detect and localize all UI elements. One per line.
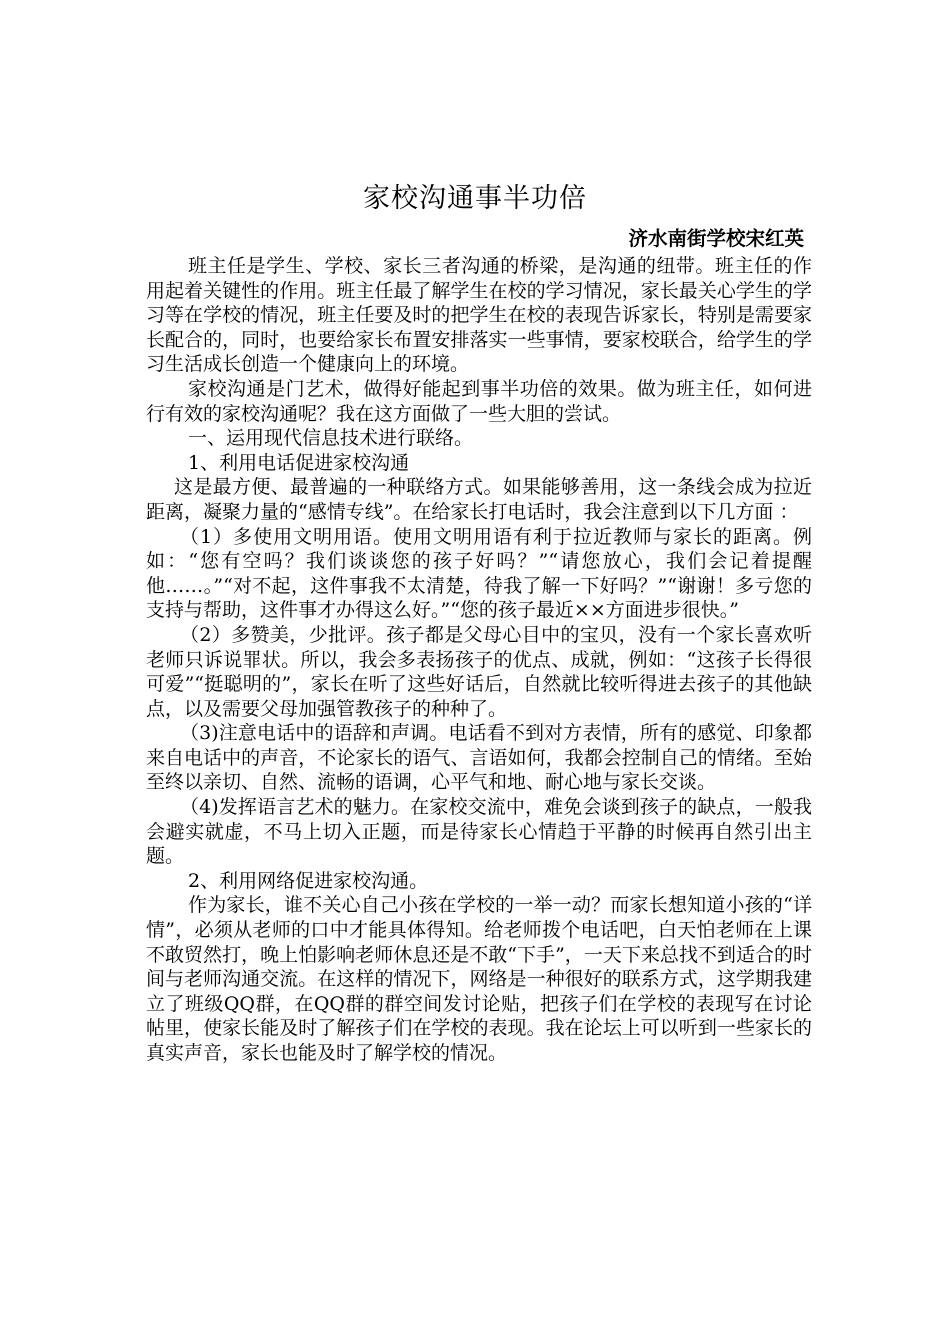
paragraph-network: 作为家长，谁不关心自己小孩在学校的一举一动？而家长想知道小孩的“详情”，必须从老师的口中才能具体得知。给老师拨个电话吧，白天怕老师在上课不敢贸然打，晚上怕影响老师休息还是不敢“下手”，一天下来总找不到适合的时间与老师沟通交流。在这样的情况下，网络是一种很好的联系方式，这学期我建立了班级QQ群，在QQ群的群空间发讨论贴，把孩子们在学校的表现写在讨论帖里，使家长能及时了解孩子们在学校的表现。我在论坛上可以听到一些家长的真实声音，家长也能及时了解学校的情况。 [146, 894, 812, 1064]
document-author: 济水南街学校宋红英 [628, 227, 804, 250]
document-body [146, 254, 812, 1066]
paragraph-art-of-communication: 家校沟通是门艺术，做得好能起到事半功倍的效果。做为班主任，如何进行有效的家校沟通呢？我在这方面做了一些大胆的尝试。 [146, 377, 812, 425]
paragraph-point-1: （1）多使用文明用语。使用文明用语有利于拉近教师与家长的距离。例如：“您有空吗？我们谈谈您的孩子好吗？”“请您放心，我们会记着提醒他……。”“对不起，这件事我不太清楚，待我了解一下好吗？”“谢谢！多亏您的支持与帮助，这件事才办得这么好。”“您的孩子最近××方面进步很快。” [146, 525, 812, 622]
paragraph-point-3: （3)注意电话中的语辞和声调。电话看不到对方表情，所有的感觉、印象都来自电话中的声音，不论家长的语气、言语如何，我都会控制自己的情绪。至始至终以亲切、自然、流畅的语调，心平气和地、耐心地与家长交谈。 [146, 722, 812, 794]
paragraph-point-2: （2）多赞美，少批评。孩子都是父母心目中的宝贝，没有一个家长喜欢听老师只诉说罪状。所以，我会多表扬孩子的优点、成就，例如：“这孩子长得很可爱”“挺聪明的”，家长在听了这些好话后，自然就比较听得进去孩子的其他缺点，以及需要父母加强管教孩子的种种了。 [146, 623, 812, 720]
paragraph-intro: 班主任是学生、学校、家长三者沟通的桥梁，是沟通的纽带。班主任的作用起着关键性的作用。班主任最了解学生在校的学习情况，家长最关心学生的学习等在学校的情况，班主任要及时的把学生在校的表现告诉家长，特别是需要家长配合的，同时，也要给家长布置安排落实一些事情，要家校联合，给学生的学习生活成长创造一个健康向上的环境。 [146, 255, 812, 376]
subsection-heading-network: 2、利用网络促进家校沟通。 [188, 869, 429, 892]
paragraph-phone-intro: 这是最方便、最普遍的一种联络方式。如果能够善用，这一条线会成为拉近距离，凝聚力量的“感情专线”。在给家长打电话时，我会注意到以下几方面 ： [146, 476, 812, 523]
section-heading-1: 一、运用现代信息技术进行联络。 [188, 427, 474, 450]
document-title: 家校沟通事半功倍 [363, 183, 587, 214]
paragraph-point-4: （4)发挥语言艺术的魅力。在家校交流中，难免会谈到孩子的缺点，一般我会避实就虚，不马上切入正题，而是待家长心情趋于平静的时候再自然引出主题。 [146, 796, 812, 868]
subsection-heading-phone: 1、利用电话促进家校沟通 [188, 451, 410, 474]
